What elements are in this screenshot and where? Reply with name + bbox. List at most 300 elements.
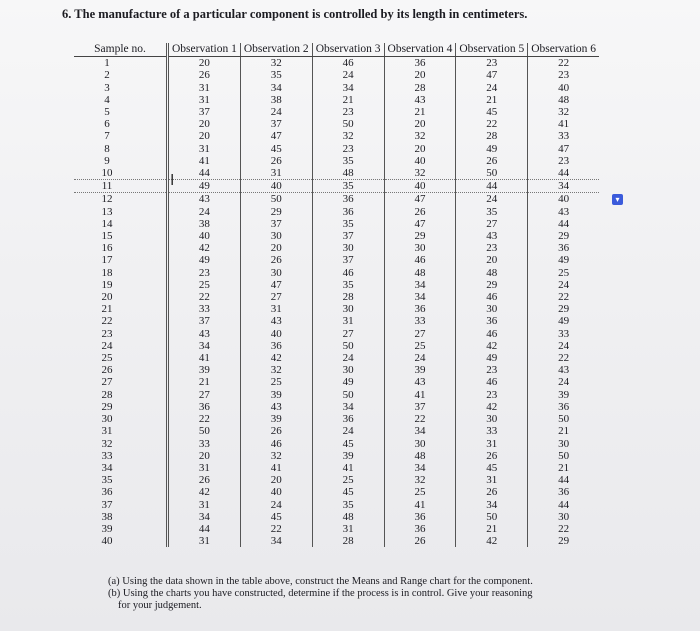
observation-cell: 39 — [168, 364, 241, 376]
observation-cell: 30 — [312, 364, 384, 376]
observation-cell: 50 — [312, 389, 384, 401]
observation-cell: 20 — [168, 130, 241, 142]
observation-cell: 48 — [312, 511, 384, 523]
observation-cell: 27 — [384, 328, 456, 340]
sample-number-cell: 13 — [101, 205, 113, 218]
observation-cell: 26 — [384, 535, 456, 547]
observation-cell: 36 — [456, 315, 528, 327]
observation-cell: 28 — [384, 82, 456, 94]
observation-cell: 49 — [168, 254, 241, 266]
table-row — [74, 462, 599, 474]
observation-cell: 22 — [528, 523, 599, 535]
observation-cell: 42 — [456, 340, 528, 352]
text-cursor-icon: I — [170, 171, 175, 189]
observation-cell: 30 — [384, 242, 456, 254]
observation-cell: 44 — [528, 218, 599, 230]
observation-cell: 37 — [240, 118, 312, 130]
observation-cell: 36 — [384, 523, 456, 535]
observation-cell: 22 — [528, 291, 599, 303]
observation-cell: 31 — [240, 167, 312, 180]
sample-number-cell: 39 — [101, 522, 113, 535]
observation-cell: 32 — [312, 130, 384, 142]
observation-cell: 50 — [312, 340, 384, 352]
observation-cell: 22 — [168, 413, 241, 425]
observation-cell: 43 — [456, 230, 528, 242]
observation-cell: 44 — [456, 180, 528, 193]
sample-number-cell: 2 — [104, 69, 110, 82]
observation-cell: 50 — [456, 167, 528, 180]
table-row — [74, 303, 599, 315]
observation-cell: 49 — [528, 254, 599, 266]
table-row — [74, 143, 599, 155]
observation-cell: 30 — [240, 267, 312, 279]
observation-cell: 25 — [384, 486, 456, 498]
observation-cell: 34 — [168, 511, 241, 523]
observation-cell: 35 — [312, 218, 384, 230]
observation-cell: 26 — [168, 69, 241, 81]
observation-cell: 40 — [240, 486, 312, 498]
observation-cell: 29 — [456, 279, 528, 291]
observation-cell: 44 — [168, 523, 241, 535]
observation-cell: 41 — [528, 118, 599, 130]
observation-cell: 23 — [312, 143, 384, 155]
observation-cell: 39 — [528, 389, 599, 401]
observation-cell: 40 — [528, 193, 599, 206]
observation-cell: 35 — [240, 69, 312, 81]
observation-cell: 32 — [384, 167, 456, 180]
observation-cell: 45 — [312, 438, 384, 450]
table-row — [74, 230, 599, 242]
observation-cell: 43 — [168, 328, 241, 340]
question-b: (b) Using the charts you have constructed, determine if the process is in control. Give your reasoning — [108, 588, 533, 599]
sample-number-cell: 34 — [101, 461, 113, 474]
observation-cell: 37 — [312, 254, 384, 266]
observation-cell: 39 — [240, 389, 312, 401]
observation-cell: 34 — [384, 279, 456, 291]
observation-cell: 42 — [456, 535, 528, 547]
observation-cell: 45 — [240, 511, 312, 523]
sample-number-cell: 17 — [101, 254, 113, 267]
observation-cell: 47 — [240, 279, 312, 291]
sample-number-cell: 29 — [101, 400, 113, 413]
question-b-continued: for your judgement. — [118, 600, 202, 611]
observation-cell: 38 — [240, 94, 312, 106]
observation-cell: 23 — [528, 155, 599, 167]
observation-cell: 27 — [240, 291, 312, 303]
observation-table — [74, 43, 599, 547]
table-row — [74, 389, 599, 401]
observation-cell: 30 — [456, 303, 528, 315]
observation-cell: 39 — [240, 413, 312, 425]
sample-number-cell: 6 — [104, 118, 110, 131]
observation-cell: 48 — [384, 450, 456, 462]
column-header-2: Observation 1 — [168, 43, 241, 57]
observation-cell: 44 — [528, 167, 599, 180]
sample-number-cell: 35 — [101, 474, 113, 487]
observation-cell: 22 — [528, 57, 599, 70]
observation-cell: 49 — [456, 143, 528, 155]
table-row — [74, 340, 599, 352]
observation-cell: 32 — [240, 364, 312, 376]
observation-cell: 24 — [456, 82, 528, 94]
observation-cell: 47 — [528, 143, 599, 155]
sample-number-cell: 4 — [104, 93, 110, 106]
observation-cell: 33 — [528, 328, 599, 340]
observation-cell: 24 — [312, 352, 384, 364]
sample-number-cell: 32 — [101, 437, 113, 450]
table-row — [74, 535, 599, 547]
observation-cell: 47 — [456, 69, 528, 81]
observation-cell: 41 — [168, 155, 241, 167]
table-row — [74, 401, 599, 413]
table-row — [74, 438, 599, 450]
observation-cell: 50 — [456, 511, 528, 523]
observation-cell: 40 — [384, 180, 456, 193]
table-header-row — [74, 43, 599, 57]
observation-cell: 22 — [384, 413, 456, 425]
table-row — [74, 167, 599, 180]
sample-number-cell: 11 — [74, 180, 168, 193]
observation-cell: 36 — [384, 303, 456, 315]
observation-cell: 26 — [240, 155, 312, 167]
observation-cell: 32 — [240, 57, 312, 70]
observation-cell: 31 — [312, 523, 384, 535]
observation-cell: 29 — [528, 535, 599, 547]
observation-cell: 40 — [240, 180, 312, 193]
table-row — [74, 130, 599, 142]
sample-number-cell: 25 — [101, 352, 113, 365]
observation-cell: 32 — [384, 130, 456, 142]
observation-cell: 43 — [528, 206, 599, 218]
observation-cell: 37 — [240, 218, 312, 230]
observation-cell: 39 — [312, 450, 384, 462]
observation-cell: 32 — [528, 106, 599, 118]
observation-cell: 34 — [168, 340, 241, 352]
observation-cell: 24 — [240, 106, 312, 118]
observation-cell: 36 — [240, 340, 312, 352]
observation-cell: 35 — [312, 155, 384, 167]
sample-number-cell: 36 — [101, 486, 113, 499]
observation-cell: 36 — [168, 401, 241, 413]
table-row — [74, 57, 599, 70]
table-row — [74, 106, 599, 118]
observation-cell: 31 — [240, 303, 312, 315]
observation-cell: 41 — [312, 462, 384, 474]
sample-number-cell: 27 — [101, 376, 113, 389]
observation-cell: 23 — [528, 69, 599, 81]
sample-number-cell: 7 — [104, 130, 110, 143]
observation-cell: 41 — [384, 499, 456, 511]
table-body — [74, 57, 599, 548]
observation-cell: 24 — [528, 340, 599, 352]
observation-cell: 28 — [312, 291, 384, 303]
observation-cell: 27 — [456, 218, 528, 230]
observation-cell: 42 — [456, 401, 528, 413]
observation-cell: 31 — [168, 82, 241, 94]
table-row — [74, 486, 599, 498]
observation-cell: 31 — [312, 315, 384, 327]
observation-cell: 45 — [456, 462, 528, 474]
observation-cell: 44 — [528, 499, 599, 511]
sample-number-cell: 33 — [101, 449, 113, 462]
sample-number-cell: 23 — [101, 327, 113, 340]
observation-cell: 33 — [168, 303, 241, 315]
observation-cell: 23 — [456, 389, 528, 401]
column-header-3: Observation 2 — [240, 43, 312, 57]
observation-cell: 31 — [168, 499, 241, 511]
observation-cell: 34 — [384, 291, 456, 303]
observation-cell: 30 — [312, 242, 384, 254]
observation-cell: 31 — [456, 438, 528, 450]
observation-cell: 26 — [456, 486, 528, 498]
table-row — [74, 474, 599, 486]
observation-cell: 31 — [168, 94, 241, 106]
observation-cell: 36 — [312, 206, 384, 218]
observation-cell: 40 — [240, 328, 312, 340]
observation-cell: 24 — [456, 193, 528, 206]
observation-cell: 33 — [456, 425, 528, 437]
sample-number-cell: 10 — [74, 167, 168, 180]
sample-number-cell: 18 — [101, 266, 113, 279]
observation-cell: 33 — [384, 315, 456, 327]
observation-cell: 50 — [168, 425, 241, 437]
sample-number-cell: 16 — [101, 242, 113, 255]
sample-number-cell: 19 — [101, 278, 113, 291]
observation-cell: 46 — [312, 57, 384, 70]
table-row — [74, 315, 599, 327]
observation-cell: 20 — [168, 450, 241, 462]
observation-cell: 46 — [456, 291, 528, 303]
table-row — [74, 155, 599, 167]
observation-cell: 40 — [384, 155, 456, 167]
observation-cell: 25 — [240, 376, 312, 388]
observation-cell: 23 — [168, 267, 241, 279]
observation-cell: 30 — [528, 438, 599, 450]
observation-cell: 30 — [528, 511, 599, 523]
sample-number-cell: 37 — [101, 498, 113, 511]
observation-cell: 32 — [240, 450, 312, 462]
observation-cell: 21 — [456, 523, 528, 535]
sample-number-cell: 5 — [104, 106, 110, 119]
observation-cell: 34 — [384, 462, 456, 474]
observation-cell: 22 — [528, 352, 599, 364]
observation-cell: 21 — [168, 376, 241, 388]
observation-cell: 26 — [384, 206, 456, 218]
sample-number-cell: 30 — [101, 413, 113, 426]
observation-cell: 21 — [528, 425, 599, 437]
observation-cell: 37 — [168, 106, 241, 118]
observation-cell: 35 — [456, 206, 528, 218]
table-row — [74, 94, 599, 106]
table-row — [74, 425, 599, 437]
cell-dropdown-icon[interactable]: ▾ — [612, 194, 623, 205]
observation-cell: 21 — [528, 462, 599, 474]
sample-number-cell: 31 — [101, 425, 113, 438]
observation-cell: 41 — [168, 352, 241, 364]
observation-cell: 42 — [240, 352, 312, 364]
observation-cell: 24 — [240, 499, 312, 511]
observation-cell: 29 — [384, 230, 456, 242]
observation-cell: 20 — [384, 118, 456, 130]
observation-cell: 38 — [168, 218, 241, 230]
observation-cell: 46 — [456, 376, 528, 388]
column-header-4: Observation 3 — [312, 43, 384, 57]
observation-cell: 22 — [168, 291, 241, 303]
table-row — [74, 279, 599, 291]
observation-cell: 44 — [168, 167, 241, 180]
table-row — [74, 511, 599, 523]
observation-cell: 50 — [240, 193, 312, 206]
observation-cell: 20 — [240, 474, 312, 486]
observation-cell: 39 — [384, 364, 456, 376]
observation-cell: 26 — [456, 450, 528, 462]
sample-number-cell: 15 — [101, 230, 113, 243]
observation-cell: 20 — [384, 143, 456, 155]
observation-cell: 34 — [384, 425, 456, 437]
table-row — [74, 523, 599, 535]
observation-cell: 29 — [240, 206, 312, 218]
observation-cell: 24 — [528, 376, 599, 388]
observation-cell: 50 — [312, 118, 384, 130]
table-row — [74, 499, 599, 511]
observation-cell: 43 — [168, 193, 241, 206]
observation-cell: 34 — [528, 180, 599, 193]
observation-cell: 31 — [168, 462, 241, 474]
sample-number-cell: 28 — [101, 388, 113, 401]
observation-cell: 43 — [240, 401, 312, 413]
observation-cell: 40 — [168, 230, 241, 242]
table-row — [74, 376, 599, 388]
observation-cell: 36 — [528, 401, 599, 413]
observation-cell: 23 — [456, 242, 528, 254]
observation-cell: 30 — [312, 303, 384, 315]
observation-cell: 28 — [456, 130, 528, 142]
observation-cell: 45 — [240, 143, 312, 155]
column-header-7: Observation 6 — [528, 43, 599, 57]
observation-cell: 42 — [168, 486, 241, 498]
observation-cell: 49 — [528, 315, 599, 327]
observation-cell: 41 — [384, 389, 456, 401]
observation-cell: 25 — [312, 474, 384, 486]
observation-cell: 34 — [456, 499, 528, 511]
observation-cell: 24 — [528, 279, 599, 291]
observation-cell: 45 — [456, 106, 528, 118]
observation-cell: 47 — [240, 130, 312, 142]
observation-cell: 22 — [456, 118, 528, 130]
observation-cell: 41 — [240, 462, 312, 474]
questions-block — [108, 576, 588, 612]
observation-cell: 49 — [168, 180, 241, 193]
table-row — [74, 450, 599, 462]
observation-cell: 23 — [456, 57, 528, 70]
observation-cell: 43 — [384, 376, 456, 388]
observation-cell: 20 — [168, 57, 241, 70]
observation-cell: 34 — [312, 401, 384, 413]
observation-cell: 25 — [168, 279, 241, 291]
observation-cell: 43 — [528, 364, 599, 376]
observation-cell: 36 — [528, 242, 599, 254]
observation-cell: 20 — [240, 242, 312, 254]
observation-cell: 47 — [384, 193, 456, 206]
observation-cell: 26 — [456, 155, 528, 167]
column-header-1: Sample no. — [74, 43, 168, 57]
table-row — [74, 413, 599, 425]
observation-cell: 49 — [312, 376, 384, 388]
observation-cell: 37 — [384, 401, 456, 413]
observation-cell: 36 — [312, 413, 384, 425]
table-row — [74, 267, 599, 279]
observation-cell: 44 — [528, 474, 599, 486]
sample-number-cell: 12 — [101, 193, 113, 206]
observation-cell: 24 — [168, 206, 241, 218]
observation-cell: 48 — [384, 267, 456, 279]
sample-number-cell: 40 — [101, 535, 113, 548]
sample-number-cell: 22 — [101, 315, 113, 328]
observation-cell: 34 — [312, 82, 384, 94]
question-a: (a) Using the data shown in the table above, construct the Means and Range chart for the component. — [108, 576, 533, 587]
sample-number-cell: 38 — [101, 510, 113, 523]
table-row — [74, 328, 599, 340]
observation-cell: 20 — [456, 254, 528, 266]
observation-cell: 46 — [240, 438, 312, 450]
observation-cell: 27 — [312, 328, 384, 340]
observation-cell: 36 — [384, 511, 456, 523]
observation-cell: 46 — [312, 267, 384, 279]
observation-cell: 43 — [240, 315, 312, 327]
observation-cell: 48 — [528, 94, 599, 106]
observation-cell: 46 — [384, 254, 456, 266]
observation-cell: 36 — [384, 57, 456, 70]
sample-number-cell: 24 — [101, 339, 113, 352]
table-row — [74, 193, 599, 206]
sample-number-cell: 21 — [101, 303, 113, 316]
observation-cell: 30 — [456, 413, 528, 425]
observation-cell: 31 — [456, 474, 528, 486]
sample-number-cell: 26 — [101, 364, 113, 377]
observation-cell: 34 — [240, 82, 312, 94]
sample-number-cell: 3 — [104, 81, 110, 94]
observation-cell: 24 — [312, 425, 384, 437]
observation-cell: 26 — [240, 254, 312, 266]
observation-cell: 47 — [384, 218, 456, 230]
observation-cell: 37 — [168, 315, 241, 327]
observation-cell: 48 — [312, 167, 384, 180]
question-heading: 6. The manufacture of a particular component is controlled by its length in centimeters. — [62, 7, 528, 21]
observation-cell: 45 — [312, 486, 384, 498]
observation-cell: 35 — [312, 180, 384, 193]
observation-cell: 46 — [456, 328, 528, 340]
observation-cell: 49 — [456, 352, 528, 364]
observation-cell: 27 — [168, 389, 241, 401]
observation-cell: 43 — [384, 94, 456, 106]
observation-cell: 36 — [528, 486, 599, 498]
table-row — [74, 118, 599, 130]
observation-cell: 21 — [312, 94, 384, 106]
observation-cell: 42 — [168, 242, 241, 254]
observation-cell: 28 — [312, 535, 384, 547]
observation-cell: 48 — [456, 267, 528, 279]
observation-cell: 35 — [312, 279, 384, 291]
observation-cell: 36 — [312, 193, 384, 206]
observation-cell: 23 — [456, 364, 528, 376]
table-row — [74, 352, 599, 364]
observation-cell: 33 — [168, 438, 241, 450]
table-row — [74, 69, 599, 81]
sample-number-cell: 8 — [104, 142, 110, 155]
observation-cell: 35 — [312, 499, 384, 511]
observation-cell: 31 — [168, 535, 241, 547]
table-row — [74, 254, 599, 266]
